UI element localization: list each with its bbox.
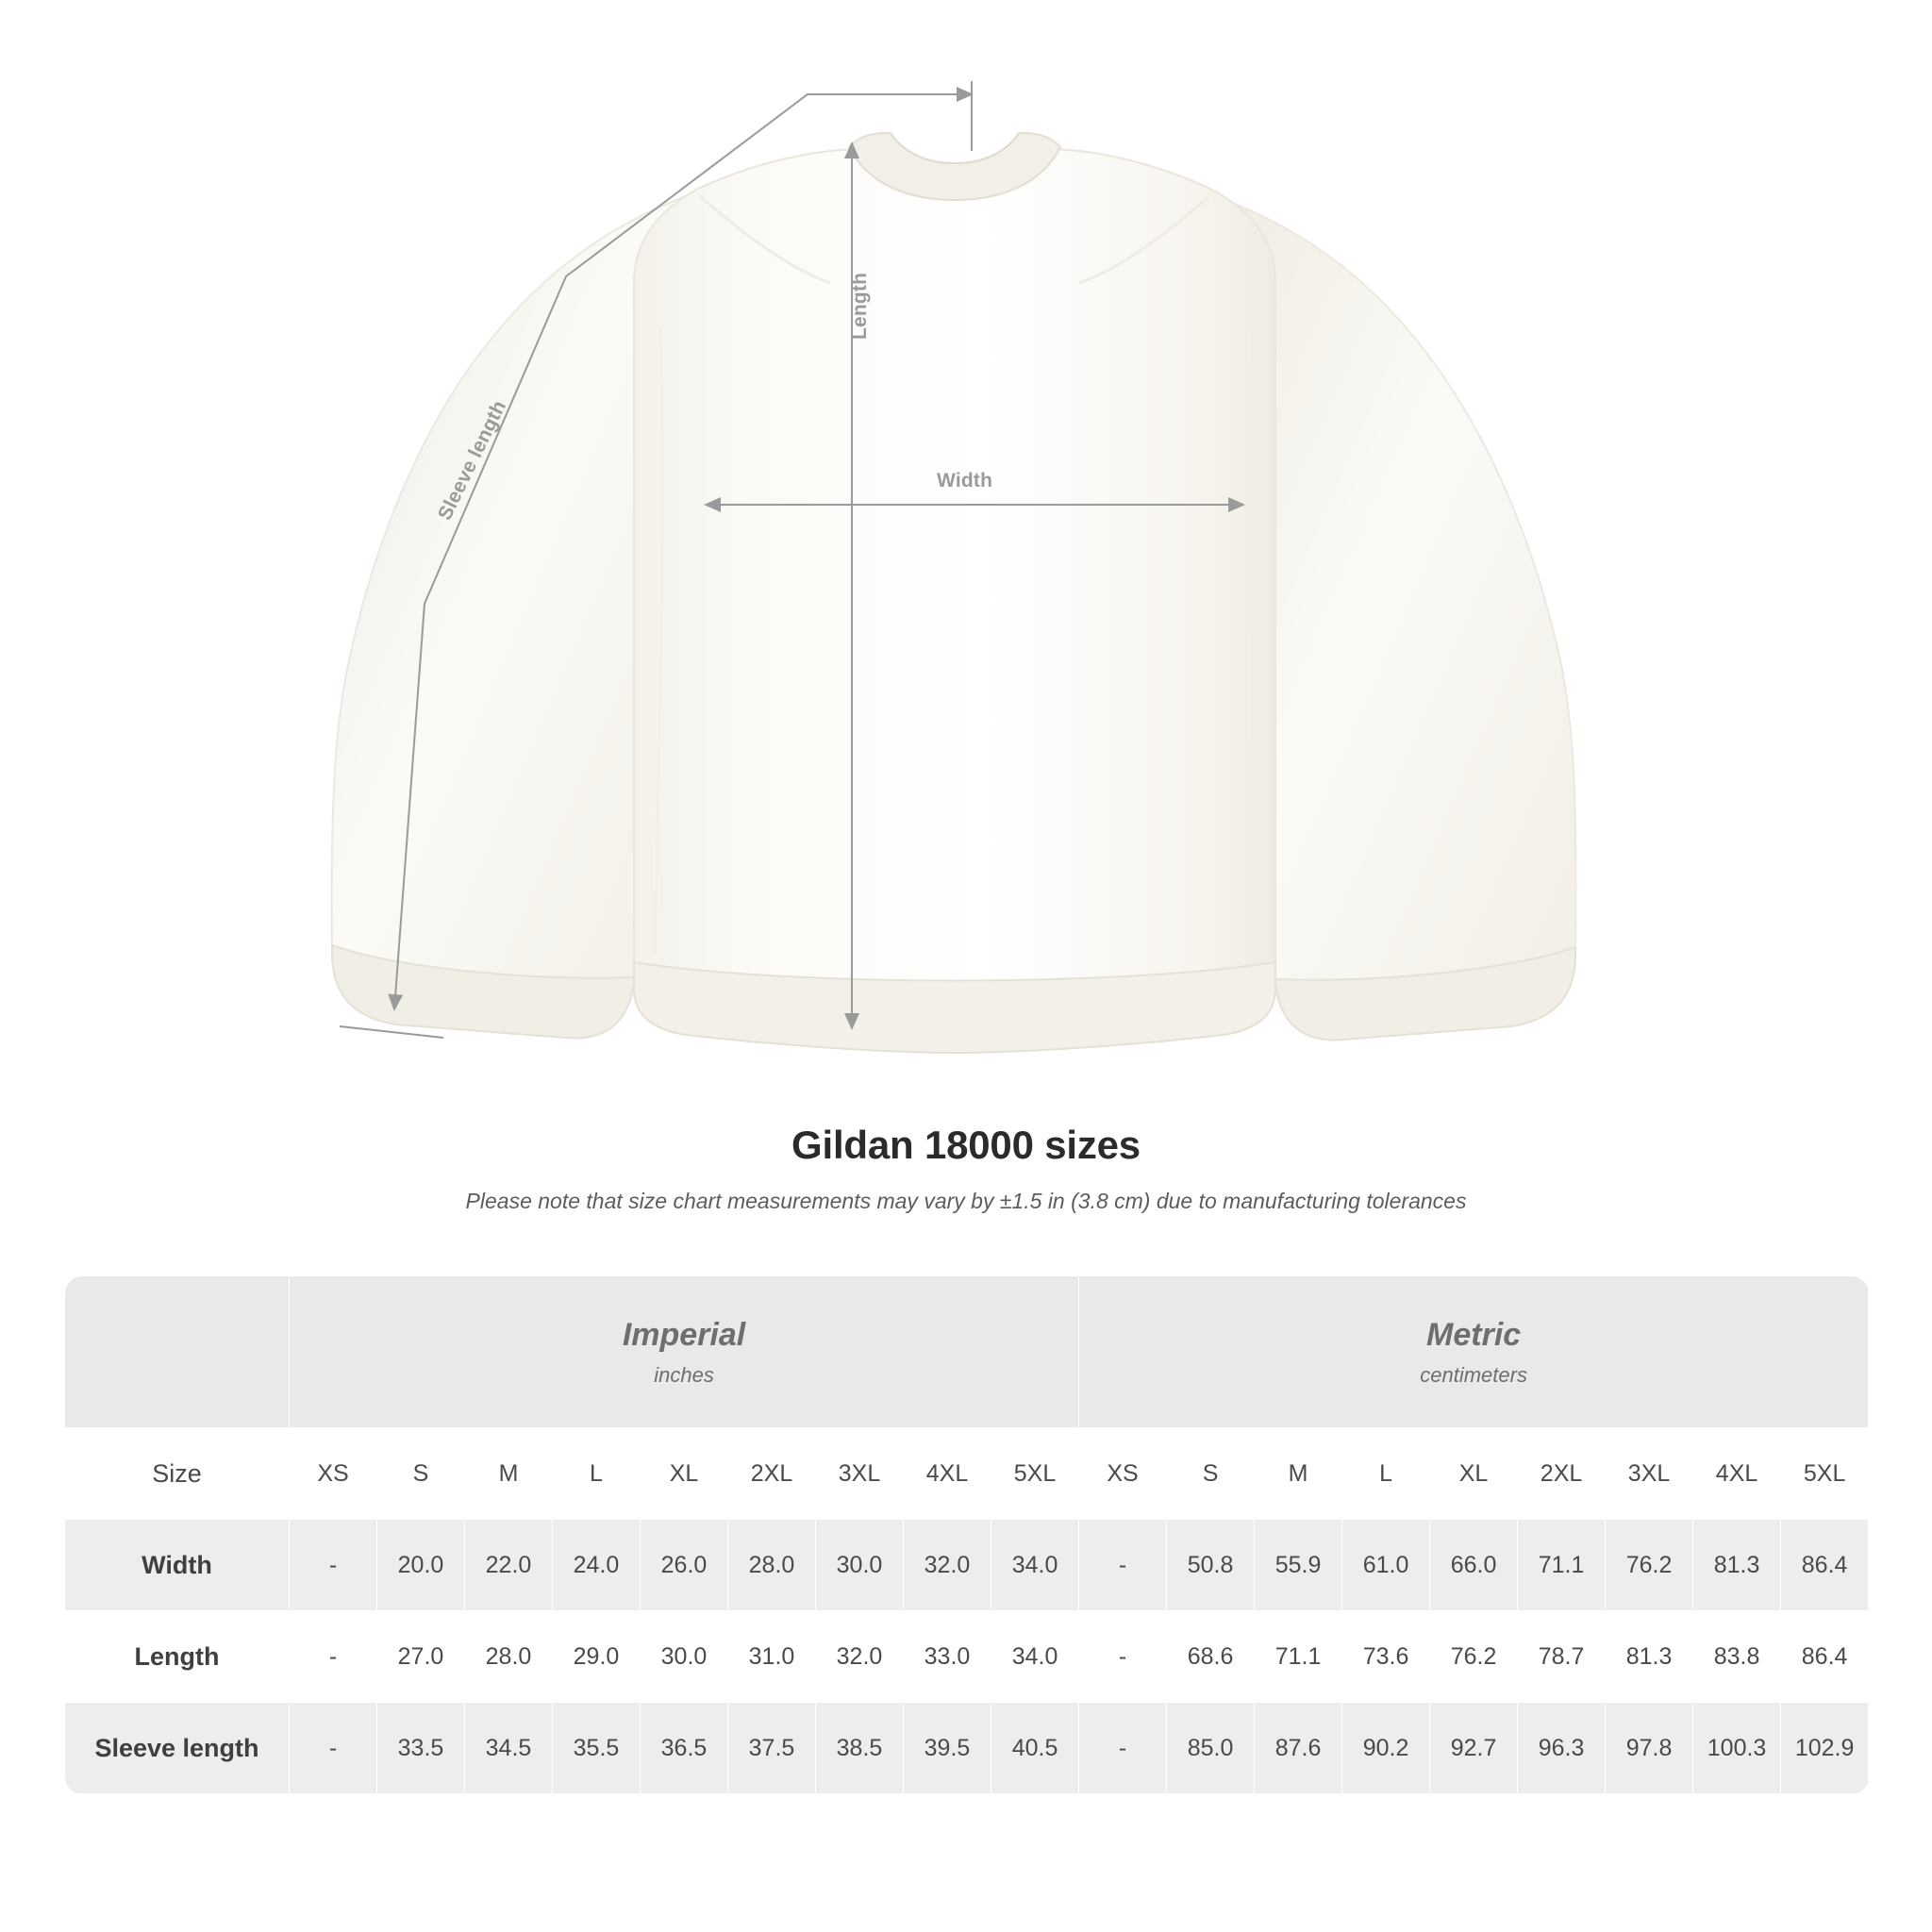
length-metric-3xl: 81.3 (1606, 1611, 1693, 1703)
sleeve-imperial-5xl: 40.5 (991, 1703, 1079, 1794)
length-imperial-xl: 30.0 (641, 1611, 728, 1703)
row-label-width: Width (65, 1520, 290, 1611)
length-metric-4xl: 83.8 (1693, 1611, 1781, 1703)
length-metric-2xl: 78.7 (1518, 1611, 1606, 1703)
unit-group-imperial-name: Imperial (622, 1316, 746, 1353)
sleeve-metric-xs: - (1079, 1703, 1167, 1794)
size-header-imperial-4xl: 4XL (904, 1428, 991, 1520)
width-metric-l: 61.0 (1342, 1520, 1430, 1611)
length-imperial-s: 27.0 (377, 1611, 465, 1703)
sleeve-metric-m: 87.6 (1255, 1703, 1342, 1794)
width-imperial-2xl: 28.0 (728, 1520, 816, 1611)
table-row-sleeve-length (65, 1703, 1869, 1794)
width-imperial-s: 20.0 (377, 1520, 465, 1611)
size-header-imperial-xs: XS (290, 1428, 377, 1520)
size-table (64, 1275, 1869, 1794)
sleeve-imperial-s: 33.5 (377, 1703, 465, 1794)
width-imperial-5xl: 34.0 (991, 1520, 1079, 1611)
page-title: Gildan 18000 sizes (791, 1123, 1141, 1167)
sleeve-imperial-xl: 36.5 (641, 1703, 728, 1794)
width-metric-xs: - (1079, 1520, 1167, 1611)
length-imperial-3xl: 32.0 (816, 1611, 904, 1703)
sleeve-imperial-4xl: 39.5 (904, 1703, 991, 1794)
length-imperial-4xl: 33.0 (904, 1611, 991, 1703)
length-imperial-l: 29.0 (553, 1611, 641, 1703)
length-dimension-label: Length (849, 272, 871, 340)
width-imperial-m: 22.0 (465, 1520, 553, 1611)
sleeve-imperial-3xl: 38.5 (816, 1703, 904, 1794)
table-row-width (65, 1520, 1869, 1611)
length-imperial-2xl: 31.0 (728, 1611, 816, 1703)
unit-corner-cell (65, 1276, 290, 1428)
length-imperial-5xl: 34.0 (991, 1611, 1079, 1703)
size-header-metric-xs: XS (1079, 1428, 1167, 1520)
sleeve-metric-s: 85.0 (1167, 1703, 1255, 1794)
length-metric-xl: 76.2 (1430, 1611, 1518, 1703)
length-metric-5xl: 86.4 (1781, 1611, 1869, 1703)
unit-group-imperial (290, 1276, 1079, 1428)
size-header-label: Size (65, 1428, 290, 1520)
width-imperial-3xl: 30.0 (816, 1520, 904, 1611)
row-label-length: Length (65, 1611, 290, 1703)
tolerance-note: Please note that size chart measurements may vary by ±1.5 in (3.8 cm) due to manufacturing tolerances (465, 1189, 1467, 1213)
width-dimension-label: Width (937, 470, 993, 491)
size-table-container (64, 1275, 1868, 1794)
size-header-row (65, 1428, 1869, 1520)
size-header-metric-s: S (1167, 1428, 1255, 1520)
unit-group-metric (1079, 1276, 1869, 1428)
size-header-imperial-3xl: 3XL (816, 1428, 904, 1520)
length-metric-l: 73.6 (1342, 1611, 1430, 1703)
unit-group-metric-sub: centimeters (1420, 1362, 1527, 1387)
table-row-length (65, 1611, 1869, 1703)
sleeve-metric-5xl: 102.9 (1781, 1703, 1869, 1794)
width-metric-3xl: 76.2 (1606, 1520, 1693, 1611)
width-metric-m: 55.9 (1255, 1520, 1342, 1611)
sleeve-imperial-2xl: 37.5 (728, 1703, 816, 1794)
sleeve-metric-l: 90.2 (1342, 1703, 1430, 1794)
unit-group-metric-name: Metric (1426, 1316, 1522, 1353)
sleeve-metric-2xl: 96.3 (1518, 1703, 1606, 1794)
size-header-imperial-2xl: 2XL (728, 1428, 816, 1520)
length-metric-m: 71.1 (1255, 1611, 1342, 1703)
sleeve-metric-xl: 92.7 (1430, 1703, 1518, 1794)
length-imperial-xs: - (290, 1611, 377, 1703)
size-header-metric-2xl: 2XL (1518, 1428, 1606, 1520)
length-metric-s: 68.6 (1167, 1611, 1255, 1703)
width-metric-5xl: 86.4 (1781, 1520, 1869, 1611)
unit-header-row (65, 1276, 1869, 1428)
size-header-metric-5xl: 5XL (1781, 1428, 1869, 1520)
width-imperial-xl: 26.0 (641, 1520, 728, 1611)
width-imperial-l: 24.0 (553, 1520, 641, 1611)
sleeve-metric-4xl: 100.3 (1693, 1703, 1781, 1794)
width-imperial-4xl: 32.0 (904, 1520, 991, 1611)
size-header-metric-4xl: 4XL (1693, 1428, 1781, 1520)
length-metric-xs: - (1079, 1611, 1167, 1703)
size-header-imperial-s: S (377, 1428, 465, 1520)
sleeve-end-bar (340, 1026, 443, 1038)
width-metric-s: 50.8 (1167, 1520, 1255, 1611)
size-header-imperial-5xl: 5XL (991, 1428, 1079, 1520)
sleeve-imperial-m: 34.5 (465, 1703, 553, 1794)
sweatshirt-shape (332, 133, 1576, 1053)
size-header-metric-3xl: 3XL (1606, 1428, 1693, 1520)
sleeve-imperial-l: 35.5 (553, 1703, 641, 1794)
size-header-metric-m: M (1255, 1428, 1342, 1520)
sleeve-imperial-xs: - (290, 1703, 377, 1794)
title-block (0, 1123, 1932, 1214)
width-metric-2xl: 71.1 (1518, 1520, 1606, 1611)
size-header-imperial-xl: XL (641, 1428, 728, 1520)
width-imperial-xs: - (290, 1520, 377, 1611)
sleeve-metric-3xl: 97.8 (1606, 1703, 1693, 1794)
size-header-imperial-l: L (553, 1428, 641, 1520)
size-header-metric-l: L (1342, 1428, 1430, 1520)
width-metric-xl: 66.0 (1430, 1520, 1518, 1611)
unit-group-imperial-sub: inches (654, 1362, 714, 1387)
length-imperial-m: 28.0 (465, 1611, 553, 1703)
row-label-sleeve-length: Sleeve length (65, 1703, 290, 1794)
size-header-metric-xl: XL (1430, 1428, 1518, 1520)
sleeve-length-dimension-label: Sleeve length (434, 396, 511, 525)
size-header-imperial-m: M (465, 1428, 553, 1520)
width-metric-4xl: 81.3 (1693, 1520, 1781, 1611)
